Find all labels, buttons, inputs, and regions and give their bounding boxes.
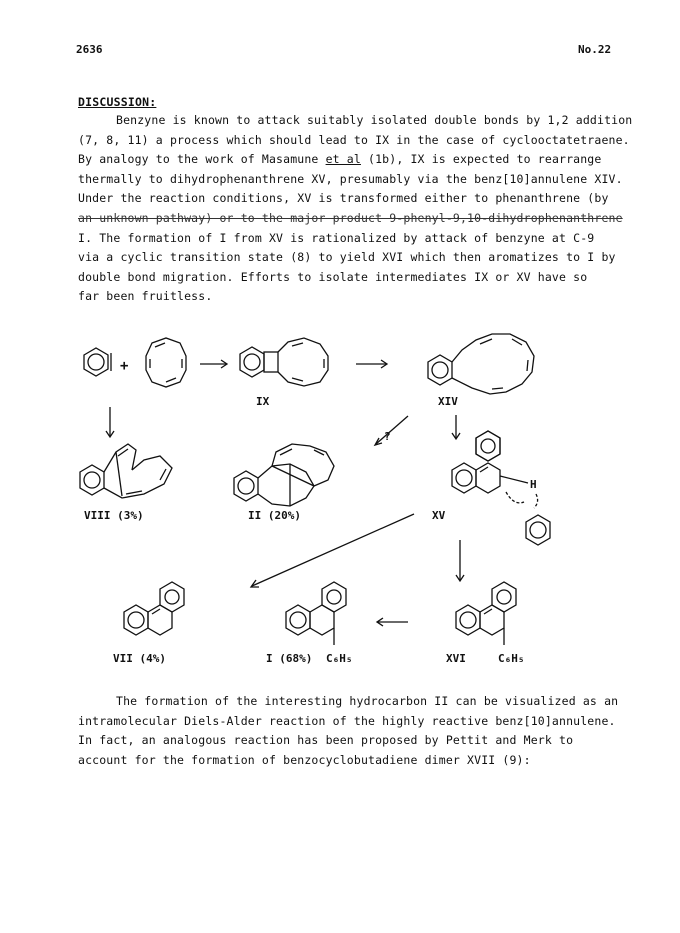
compound-II-structure — [234, 444, 334, 506]
plus-sign: + — [120, 358, 129, 374]
compound-VIII-structure — [80, 444, 172, 498]
phenyl-label-I: C₆H₅ — [326, 652, 353, 665]
label-IX: IX — [256, 395, 270, 408]
arrow-to-VIII — [106, 407, 114, 437]
hydrogen-label: H — [530, 478, 537, 491]
text-line: account for the formation of benzocyclobutadiene dimer XVII (9): — [78, 752, 531, 767]
label-XVI: XVI — [446, 652, 466, 665]
compound-XV-structure — [452, 431, 528, 493]
text-line: I. The formation of I from XV is rationalized by attack of benzyne at C-9 — [78, 230, 595, 245]
text-line: intramolecular Diels-Alder reaction of the highly reactive benz[10]annulene. — [78, 713, 616, 728]
label-XIV: XIV — [438, 395, 458, 408]
struck-text-line: an unknown pathway) or to the major product 9-phenyl-9,10-dihydrophenanthrene — [78, 210, 623, 225]
text-line: double bond migration. Efforts to isolate intermediates IX or XV have so — [78, 269, 588, 284]
text-line: Benzyne is known to attack suitably isolated double bonds by 1,2 addition — [116, 113, 633, 127]
label-XV: XV — [432, 509, 446, 522]
text-fragment: (1b), IX is expected to rearrange — [360, 152, 602, 167]
compound-XIV-structure — [428, 334, 534, 394]
et-al-underlined: et al — [325, 152, 361, 167]
arrow-to-XV — [452, 415, 460, 439]
journal-number: No.22 — [578, 43, 612, 56]
arrow-to-II — [375, 416, 408, 445]
compound-VII-structure — [124, 582, 184, 635]
arrow-to-I — [377, 618, 408, 626]
question-mark: ? — [384, 430, 391, 443]
label-VII: VII (4%) — [113, 652, 166, 665]
page-number: 2636 — [76, 43, 103, 56]
text-line: thermally to dihydrophenanthrene XV, presumably via the benz[10]annulene XIV. — [78, 171, 623, 186]
text-line: Under the reaction conditions, XV is transformed either to phenanthrene (by — [78, 191, 609, 206]
second-paragraph — [78, 692, 618, 770]
text-line: The formation of the interesting hydrocarbon II can be visualized as an — [116, 694, 619, 708]
compound-XVI-structure — [456, 582, 516, 645]
text-line: via a cyclic transition state (8) to yield XVI which then aromatizes to I by — [78, 250, 616, 265]
compound-IX-structure — [240, 338, 328, 386]
arrow-to-IX — [200, 360, 227, 368]
label-VIII: VIII (3%) — [84, 509, 144, 522]
text-line: (7, 8, 11) a process which should lead to IX in the case of cyclooctatetraene. — [78, 132, 630, 147]
arrow-to-VII — [251, 514, 414, 587]
cyclooctatetraene-structure — [146, 338, 186, 387]
text-fragment: By analogy to the work of Masamune — [78, 152, 326, 167]
benzyne-structure — [84, 348, 111, 376]
label-II: II (20%) — [248, 509, 301, 522]
attacking-benzyne-structure — [526, 515, 550, 545]
compound-I-structure — [286, 582, 346, 645]
arrow-to-XVI — [456, 540, 464, 581]
phenyl-label-XVI: C₆H₅ — [498, 652, 525, 665]
transition-arrows — [506, 492, 538, 508]
arrow-to-XIV — [356, 360, 387, 368]
text-line: far been fruitless. — [78, 289, 213, 304]
label-I: I (68%) — [266, 652, 313, 665]
text-line: In fact, an analogous reaction has been proposed by Pettit and Merk to — [78, 733, 574, 748]
section-heading: DISCUSSION: — [78, 95, 157, 109]
